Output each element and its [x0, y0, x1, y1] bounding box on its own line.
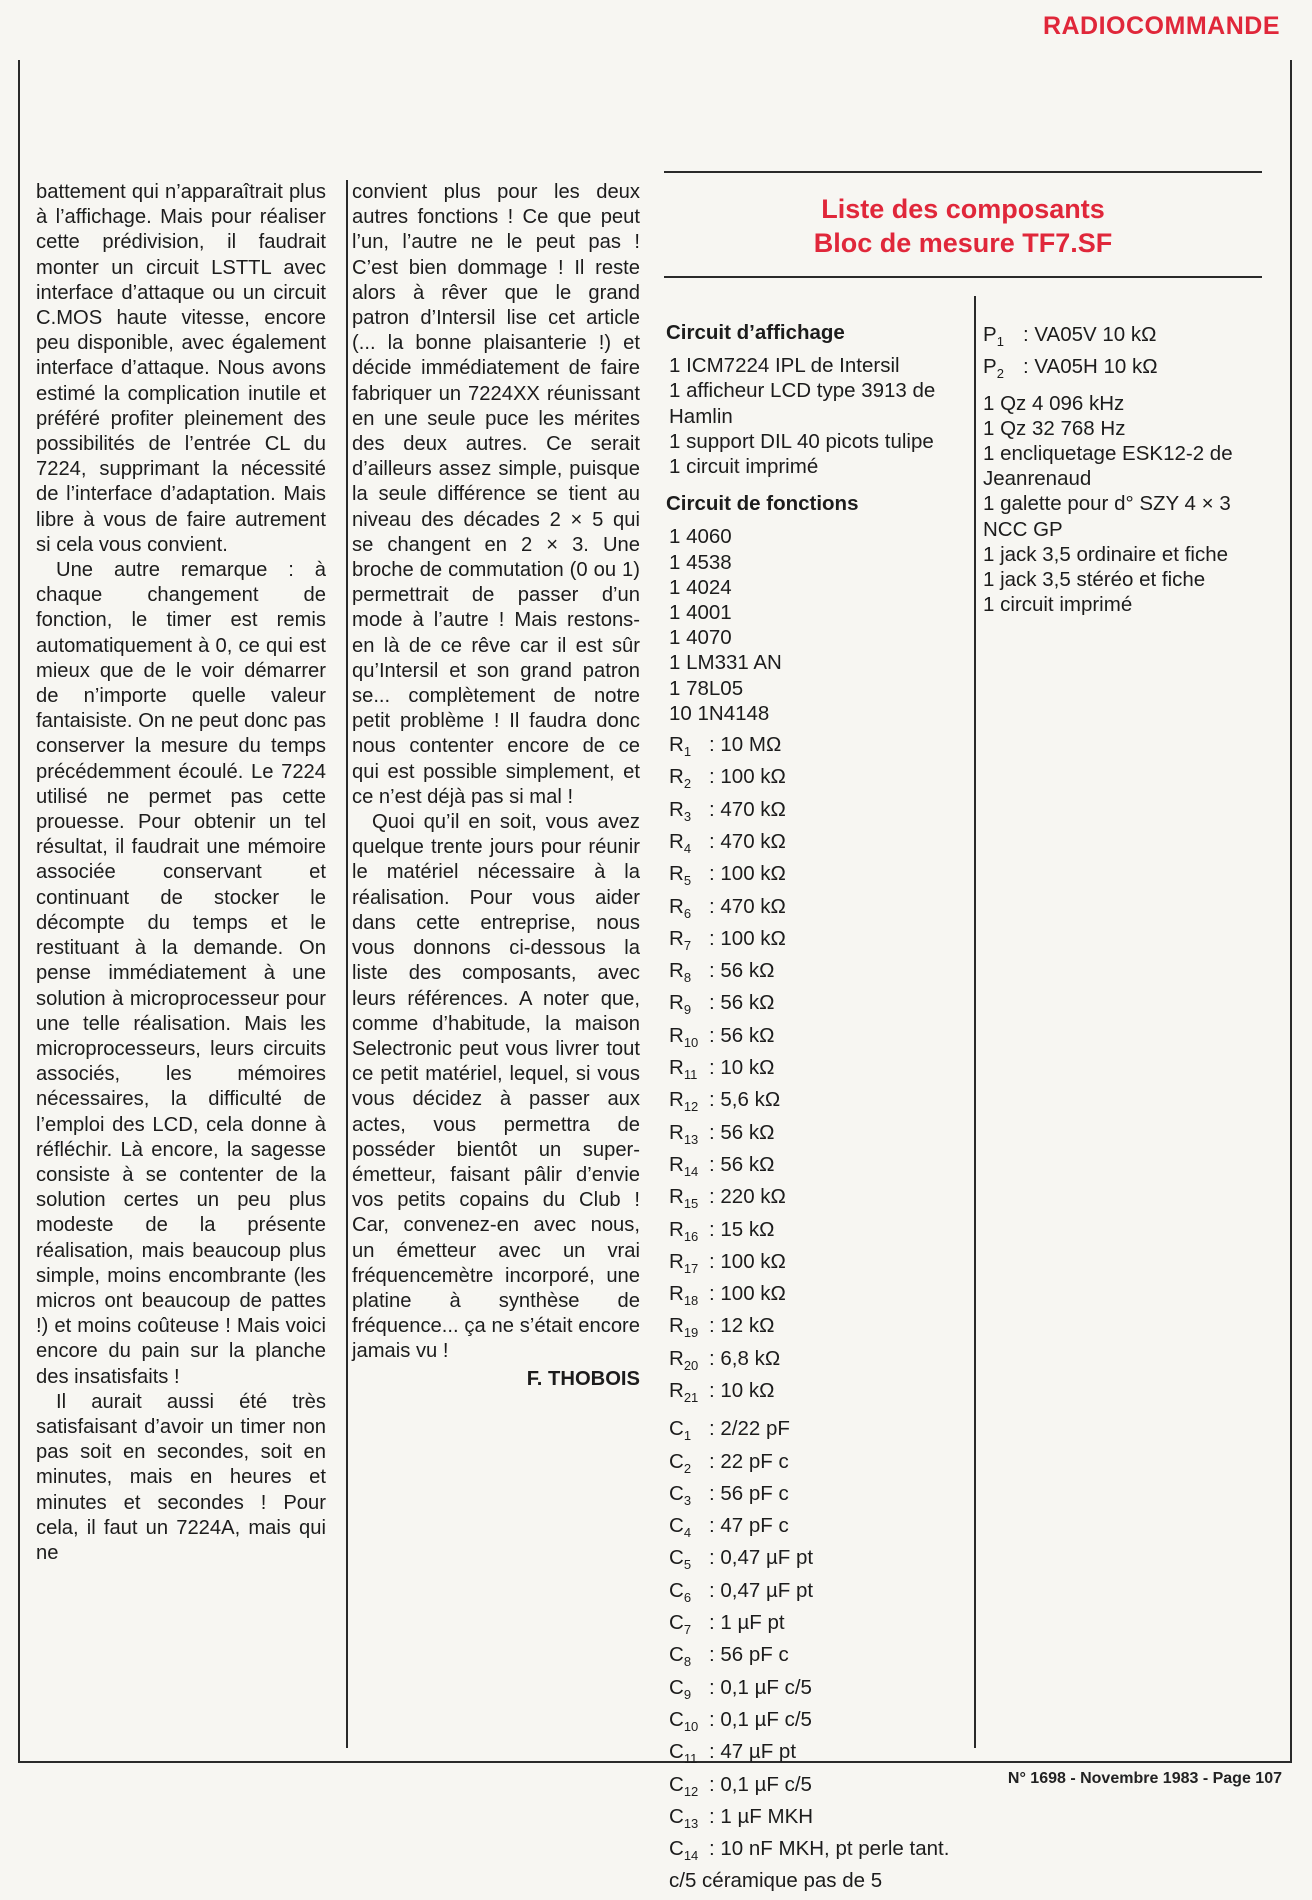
component-ref: $R_{14}$	[669, 1152, 699, 1179]
parts-box-rule-top	[664, 171, 1262, 173]
component-row	[666, 1772, 966, 1804]
list-item: 1 LM331 AN	[669, 651, 782, 675]
page-footer: N° 1698 - Novembre 1983 - Page 107	[1007, 1770, 1282, 1787]
component-value: : 56 kΩ	[709, 1152, 775, 1176]
component-value: : 5,6 kΩ	[709, 1088, 781, 1112]
list-item: 1 encliquetage ESK12-2 de Jeanrenaud	[983, 442, 1233, 491]
component-ref: $C_7$	[669, 1611, 692, 1638]
component-ref: $R_{21}$	[669, 1378, 699, 1406]
component-value: : 56 kΩ	[709, 1023, 775, 1047]
component-row	[666, 1707, 966, 1739]
component-row	[666, 797, 966, 829]
component-index: 8	[683, 1654, 692, 1670]
component-index: 11	[683, 1751, 698, 1767]
component-value: : 0,1 µF c/5	[709, 1772, 812, 1796]
list-item: 1 4538	[669, 550, 732, 574]
component-value: : 100 kΩ	[709, 1282, 786, 1306]
component-ref: $R_1$	[669, 733, 692, 760]
component-row	[666, 764, 966, 796]
component-row	[666, 1249, 966, 1281]
component-ref: $C_{10}$	[669, 1707, 699, 1735]
component-index: 4	[683, 1525, 692, 1541]
component-index: 13	[683, 1815, 699, 1831]
component-value: : 100 kΩ	[709, 862, 786, 886]
capacitor-list	[666, 1416, 966, 1893]
component-index: 2	[683, 776, 692, 792]
component-value: : 0,47 µF pt	[709, 1578, 814, 1602]
component-ref: $R_5$	[669, 862, 692, 889]
section-header: RADIOCOMMANDE	[1042, 12, 1280, 40]
component-value: : 10 kΩ	[709, 1056, 775, 1080]
component-index: 16	[683, 1228, 699, 1244]
component-ref: $R_4$	[669, 829, 692, 857]
paragraph: convient plus pour les deux autres fonctions ! Ce que peut l’un, l’autre ne le peut pas ! C’est bien dommage ! Il reste alors à rêver que le grand patron d’Intersil lise cet article (... la bonne plaisanterie !) et décide immédiatement de faire fabriquer un 7224XX réunissant en une seule puce les mérites des deux autres. Ce serait d’ailleurs assez simple, puisque la seule différence se tient au niveau des décades 2 × 5 qui se changent en 2 × 3. Une broche de commutation (0 ou 1) permettrait de passer d’un mode à l’autre ! Mais restons-en là de ce rêve car il est sûr qu’Intersil et son grand patron se... complètement de notre petit problème ! Il faudra donc nous contenter encore de ce qui est possible simplement, et ce n’est déjà pas si mal !	[352, 181, 640, 808]
component-value: : 6,8 kΩ	[709, 1346, 781, 1370]
article-column-2	[352, 180, 640, 1392]
column-divider	[346, 180, 348, 1748]
component-ref: $C_{13}$	[669, 1804, 699, 1831]
component-index: 19	[683, 1325, 699, 1341]
component-ref: $C_9$	[669, 1675, 692, 1702]
component-index: 14	[683, 1848, 699, 1864]
component-value: : 1 µF pt	[709, 1611, 785, 1635]
component-value: : 12 kΩ	[709, 1314, 775, 1338]
display-circuit-heading: Circuit d’affichage	[666, 321, 845, 344]
component-row	[666, 1836, 966, 1894]
component-ref: $R_7$	[669, 926, 692, 953]
component-ref: $C_4$	[669, 1514, 692, 1541]
component-value: : 56 kΩ	[709, 959, 775, 983]
component-row	[666, 1217, 966, 1249]
component-ref: $R_{16}$	[669, 1217, 699, 1244]
component-row	[666, 861, 966, 893]
list-item: 10 1N4148	[669, 701, 770, 725]
component-ref: $R_{17}$	[669, 1249, 699, 1276]
component-value: : 0,1 µF c/5	[709, 1675, 812, 1699]
component-index: 21	[683, 1390, 699, 1406]
component-row	[666, 1087, 966, 1119]
component-row	[666, 732, 966, 764]
paragraph: battement qui n’apparaîtrait plus à l’affichage. Mais pour réaliser cette prédivision, il faudrait monter un circuit LSTTL avec interface d’attaque ou un circuit C.MOS haute vitesse, encore peu disponible, avec également interface d’attaque. Nous avons estimé la complication inutile et préféré profiter pleinement des possibilités de l’entrée CL du 7224, supprimant la nécessité de l’interface d’adaptation. Mais libre à vous de faire autrement si cela vous convient.	[36, 181, 326, 556]
component-value: : VA05H 10 kΩ	[1023, 355, 1158, 379]
component-value: : 47 pF c	[709, 1514, 789, 1538]
component-index: 7	[683, 1622, 692, 1638]
component-ref: $P_2$	[983, 355, 1004, 382]
component-index: 1	[683, 744, 692, 760]
list-item: 1 jack 3,5 stéréo et fiche	[983, 568, 1206, 592]
component-index: 10	[683, 1719, 699, 1735]
component-value: : 0,1 µF c/5	[709, 1707, 812, 1731]
component-index: 5	[683, 1557, 692, 1573]
component-index: 9	[683, 1686, 692, 1702]
component-row	[666, 1023, 966, 1055]
component-row	[666, 1513, 966, 1545]
component-index: 8	[683, 970, 692, 986]
component-ref: $R_{10}$	[669, 1023, 699, 1050]
component-ref: $R_{20}$	[669, 1346, 699, 1373]
list-item: 1 4070	[669, 626, 732, 650]
component-ref: $C_{12}$	[669, 1772, 699, 1799]
function-circuit-list	[666, 524, 966, 726]
component-value: : 10 MΩ	[709, 733, 782, 757]
component-index: 11	[683, 1067, 698, 1083]
component-ref: $C_3$	[669, 1481, 692, 1508]
component-ref: $R_{15}$	[669, 1185, 699, 1212]
list-item: 1 circuit imprimé	[669, 455, 819, 479]
list-item: 1 Qz 32 768 Hz	[983, 416, 1126, 440]
component-value: : 10 kΩ	[709, 1378, 775, 1402]
component-index: 6	[683, 1589, 692, 1605]
component-value: : 220 kΩ	[709, 1185, 786, 1209]
resistor-list	[666, 732, 966, 1410]
component-row	[666, 1610, 966, 1642]
component-ref: $R_3$	[669, 797, 692, 824]
component-index: 2	[683, 1460, 692, 1476]
component-index: 4	[683, 841, 692, 857]
component-value: : 100 kΩ	[709, 1249, 786, 1273]
list-item: 1 afficheur LCD type 3913 de Hamlin	[669, 379, 936, 428]
component-value: : 2/22 pF	[709, 1417, 790, 1441]
component-ref: $R_6$	[669, 894, 692, 921]
component-index: 2	[996, 366, 1004, 382]
list-item: 1 galette pour d° SZY 4 × 3 NCC GP	[983, 492, 1231, 541]
potentiometer-list	[980, 322, 1262, 387]
component-row	[666, 1804, 966, 1836]
list-item: 1 4001	[669, 601, 732, 625]
component-value: : 56 kΩ	[709, 991, 775, 1015]
component-ref: $C_{14}$	[669, 1837, 699, 1864]
list-item: 1 ICM7224 IPL de Intersil	[669, 354, 900, 378]
component-row	[666, 1481, 966, 1513]
component-ref: $R_{18}$	[669, 1282, 699, 1309]
list-item: 1 jack 3,5 ordinaire et fiche	[983, 542, 1228, 566]
component-row	[666, 1675, 966, 1707]
list-item: 1 support DIL 40 picots tulipe	[669, 429, 934, 453]
component-index: 3	[683, 808, 692, 824]
component-index: 17	[683, 1260, 699, 1276]
component-index: 14	[683, 1164, 699, 1179]
list-item: 1 circuit imprimé	[983, 593, 1133, 617]
component-value: : 56 pF c	[709, 1481, 789, 1505]
component-row	[666, 1739, 966, 1771]
parts-list-right	[980, 322, 1262, 627]
component-row	[666, 1152, 966, 1184]
component-ref: $R_{19}$	[669, 1314, 699, 1341]
component-ref: $R_{13}$	[669, 1120, 699, 1147]
paragraph: Il aurait aussi été très satisfaisant d’avoir un timer non pas soit en secondes, soit en minutes, mais en heures et minutes et secondes ! Pour cela, il faut un 7224A, mais qui ne	[36, 1390, 326, 1564]
component-value: : 10 nF MKH, pt perle tant. c/5 céramique pas de 5	[669, 1837, 950, 1893]
component-ref: $R_2$	[669, 765, 692, 792]
list-item: 1 Qz 4 096 kHz	[983, 391, 1125, 415]
component-index: 6	[683, 905, 692, 921]
component-value: : 470 kΩ	[709, 894, 786, 918]
component-index: 5	[683, 873, 692, 889]
component-value: : 22 pF c	[709, 1449, 789, 1473]
parts-box-rule-bottom	[664, 276, 1262, 278]
parts-column-divider	[974, 296, 976, 1748]
component-value: : 470 kΩ	[709, 797, 786, 821]
component-row	[666, 1184, 966, 1216]
list-item: 1 4060	[669, 525, 732, 549]
component-value: : VA05V 10 kΩ	[1023, 323, 1157, 346]
component-row	[666, 1346, 966, 1378]
component-index: 18	[683, 1293, 699, 1309]
component-index: 1	[996, 334, 1004, 350]
component-value: : 47 µF pt	[709, 1740, 797, 1764]
component-ref: $C_6$	[669, 1578, 692, 1605]
paragraph: Quoi qu’il en soit, vous avez quelque trente jours pour réunir le matériel nécessaire à la réalisation. Pour vous aider dans cette entreprise, nous vous donnons ci-dessous la liste des composants, avec leurs références. A noter que, comme d’habitude, la maison Selectronic peut vous livrer tout ce petit matériel, lequel, si vous vous décidez à passer aux actes, vous permettra de posséder bientôt un super-émetteur, faisant pâlir d’envie vos petits copains du Club ! Car, convenez-en avec nous, un émetteur avec un vrai fréquencemètre incorporé, une platine à synthèse de fréquence... ça ne s’était encore jamais vu !	[352, 811, 640, 1363]
component-row	[666, 1449, 966, 1481]
component-ref: $C_2$	[669, 1449, 692, 1476]
component-index: 7	[683, 937, 692, 953]
component-index: 12	[683, 1099, 699, 1115]
parts-title-line-2: Bloc de mesure TF7.SF	[813, 228, 1113, 258]
component-ref: $R_{12}$	[669, 1088, 699, 1115]
component-row	[666, 1416, 966, 1448]
component-index: 13	[683, 1131, 699, 1147]
component-value: : 100 kΩ	[709, 765, 786, 789]
component-index: 20	[683, 1357, 699, 1373]
component-ref: $C_1$	[669, 1417, 692, 1444]
component-row	[666, 1545, 966, 1577]
component-row	[666, 1313, 966, 1345]
component-value: : 100 kΩ	[709, 926, 786, 950]
component-index: 12	[683, 1783, 699, 1799]
component-index: 1	[683, 1428, 692, 1444]
component-ref: $R_8$	[669, 959, 692, 986]
component-ref: $R_{11}$	[669, 1056, 698, 1083]
component-row	[666, 1378, 966, 1410]
component-value: : 56 kΩ	[709, 1120, 775, 1144]
component-ref: $C_{11}$	[669, 1740, 698, 1767]
component-row	[666, 1120, 966, 1152]
component-row	[666, 1642, 966, 1674]
parts-title-line-1: Liste des composants	[821, 194, 1105, 224]
component-index: 10	[683, 1034, 699, 1050]
function-circuit-heading: Circuit de fonctions	[666, 492, 859, 516]
component-row	[666, 926, 966, 958]
component-row	[666, 1055, 966, 1087]
component-row	[980, 322, 1262, 354]
component-value: : 0,47 µF pt	[709, 1546, 814, 1570]
author-signature: F. THOBOIS	[526, 1367, 640, 1390]
display-circuit-list	[666, 353, 966, 479]
component-value: : 15 kΩ	[709, 1217, 775, 1241]
component-row	[666, 1578, 966, 1610]
component-row	[666, 990, 966, 1022]
component-value: : 470 kΩ	[709, 829, 786, 853]
component-row	[666, 829, 966, 861]
component-ref: $P_1$	[983, 323, 1004, 350]
paragraph: Une autre remarque : à chaque changement de fonction, le timer est remis automatiquement à 0, ce qui est mieux que de le voir démarrer de n’importe quelle valeur fantaisiste. On ne peut donc pas conserver la mesure du temps précédemment écoulé. Le 7224 utilisé ne permet pas cette prouesse. Pour obtenir un tel résultat, il faudrait une mémoire associée conservant et continuant de stocker le décompte du temps et le restituant à la demande. On pense immédiatement à une solution à microprocesseur pour une telle réalisation. Mais les microprocesseurs, leurs circuits associés, les mémoires nécessaires, la difficulté de l’emploi des LCD, cela donne à réfléchir. Là encore, la sagesse consiste à se contenter de la solution certes un peu plus modeste de la présente réalisation, mais beaucoup plus simple, moins encombrante (les micros ont beaucoup de pattes !) et moins coûteuse ! Mais voici encore du pain sur la planche des insatisfaits !	[36, 559, 326, 1388]
component-row	[666, 958, 966, 990]
component-row	[666, 894, 966, 926]
component-index: 9	[683, 1002, 692, 1018]
component-row	[666, 1281, 966, 1313]
list-item: 1 78L05	[669, 676, 744, 700]
component-index: 3	[683, 1492, 692, 1508]
component-ref: $C_8$	[669, 1643, 692, 1670]
component-ref: $C_5$	[669, 1546, 692, 1573]
misc-parts-list	[980, 391, 1262, 618]
component-value: : 56 pF c	[709, 1643, 789, 1667]
component-row	[980, 354, 1262, 386]
component-value: : 1 µF MKH	[709, 1804, 814, 1828]
component-index: 15	[683, 1196, 699, 1212]
list-item: 1 4024	[669, 575, 732, 599]
parts-title	[664, 192, 1262, 260]
component-ref: $R_9$	[669, 991, 692, 1018]
article-column-1	[36, 180, 326, 1566]
parts-list-left	[666, 320, 966, 1900]
